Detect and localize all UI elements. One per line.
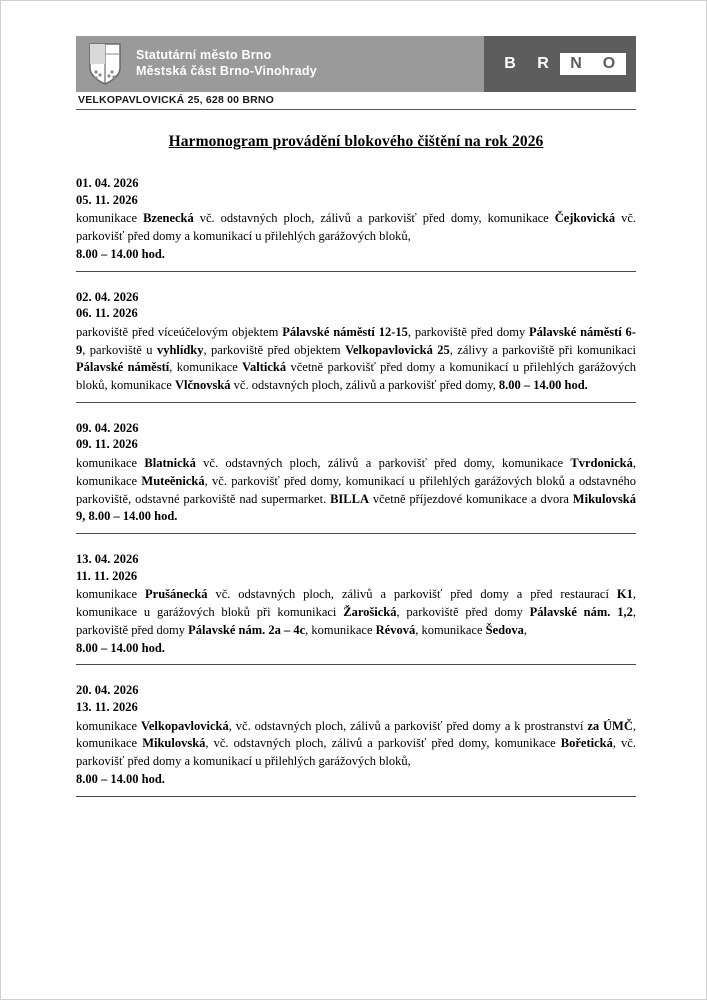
schedule-block-dates	[76, 175, 636, 208]
schedule-date-autumn: 09. 11. 2026	[76, 437, 138, 452]
schedule-block	[76, 166, 636, 280]
schedule-block	[76, 280, 636, 411]
schedule-block-divider	[76, 533, 636, 534]
schedule-date-spring: 01. 04. 2026	[76, 176, 139, 190]
brno-logo-letter-b: B	[504, 55, 517, 72]
schedule-block-dates	[76, 289, 636, 322]
brno-logo	[484, 36, 636, 92]
schedule-date-autumn: 11. 11. 2026	[76, 568, 138, 583]
schedule-block-divider	[76, 796, 636, 797]
schedule-block-dates	[76, 551, 636, 584]
schedule-block-dates	[76, 682, 636, 715]
schedule-block-description: komunikace Velkopavlovická, vč. odstavných ploch, zálivů a parkovišť před domy a k prostranství za ÚMČ, komunikace Mikulovská, vč. odstavných ploch, zálivů a parkovišť před domy, komunikace Bořetická, vč. parkovišť před domy a komunikací u přilehlých garážových bloků, 8.00 – 14.00 hod.	[76, 718, 636, 786]
page-title: Harmonogram provádění blokového čištění na rok 2026	[168, 133, 544, 150]
schedule-date-autumn: 13. 11. 2026	[76, 699, 138, 714]
brno-logo-letter-o: O	[593, 53, 626, 75]
schedule-blocks	[76, 166, 636, 805]
schedule-date-spring: 09. 04. 2026	[76, 420, 139, 435]
schedule-block	[76, 542, 636, 673]
schedule-block-divider	[76, 664, 636, 665]
schedule-date-autumn: 06. 11. 2026	[76, 306, 138, 321]
schedule-block	[76, 673, 636, 804]
brno-logo-letter-r: R	[537, 55, 550, 72]
office-address: VELKOPAVLOVICKÁ 25, 628 00 BRNO	[78, 94, 275, 106]
organization-name-line1: Statutární město Brno	[136, 48, 272, 63]
header-divider	[76, 109, 636, 110]
schedule-block-dates	[76, 420, 636, 453]
schedule-block	[76, 411, 636, 542]
schedule-date-autumn: 05. 11. 2026	[76, 192, 138, 207]
schedule-block-description: komunikace Prušánecká vč. odstavných ploch, zálivů a parkovišť před domy a před restaurací K1, komunikace u garážových bloků při komunikaci Žarošická, parkoviště před domy Pálavské nám. 1,2, parkoviště před domy Pálavské nám. 2a – 4c, komunikace Révová, komunikace Šedova, 8.00 – 14.00 hod.	[76, 587, 636, 655]
schedule-block-divider	[76, 271, 636, 272]
city-crest-icon	[88, 42, 122, 86]
schedule-date-spring: 02. 04. 2026	[76, 289, 139, 304]
schedule-date-spring: 20. 04. 2026	[76, 683, 139, 698]
schedule-block-description: komunikace Blatnická vč. odstavných ploch, zálivů a parkovišť před domy, komunikace Tvrdonická, komunikace Muteěnická, vč. parkovišť před domy, komunikací u přilehlých garážových bloků a odstavného parkoviště, odstavné parkoviště nad supermarket. BILLA včetně příjezdové komunikace a dvora Mikulovská 9, 8.00 – 14.00 hod.	[76, 456, 637, 524]
schedule-date-spring: 13. 04. 2026	[76, 552, 139, 566]
schedule-block-divider	[76, 402, 636, 403]
document-header-banner	[76, 36, 636, 92]
organization-name-line2: Městská část Brno-Vinohrady	[136, 64, 317, 78]
schedule-block-description: komunikace Bzenecká vč. odstavných ploch, zálivů a parkovišť před domy, komunikace Čejkovická vč. parkovišť před domy a komunikací u přilehlých garážových bloků, 8.00 – 14.00 hod.	[76, 211, 636, 261]
brno-logo-letter-n: N	[560, 53, 593, 75]
organization-titles	[136, 48, 317, 79]
schedule-block-description: parkoviště před víceúčelovým objektem Pálavské náměstí 12-15, parkoviště před domy Pálavské náměstí 6-9, parkoviště u vyhlídky, parkoviště před objektem Velkopavlovická 25, zálivy a parkoviště při komunikaci Pálavské náměstí, komunikace Valtická včetně parkovišť před domy a komunikací u přilehlých garážových bloků, komunikace Vlčnovská vč. odstavných ploch, zálivů a parkovišť před domy, 8.00 – 14.00 hod.	[76, 324, 636, 392]
